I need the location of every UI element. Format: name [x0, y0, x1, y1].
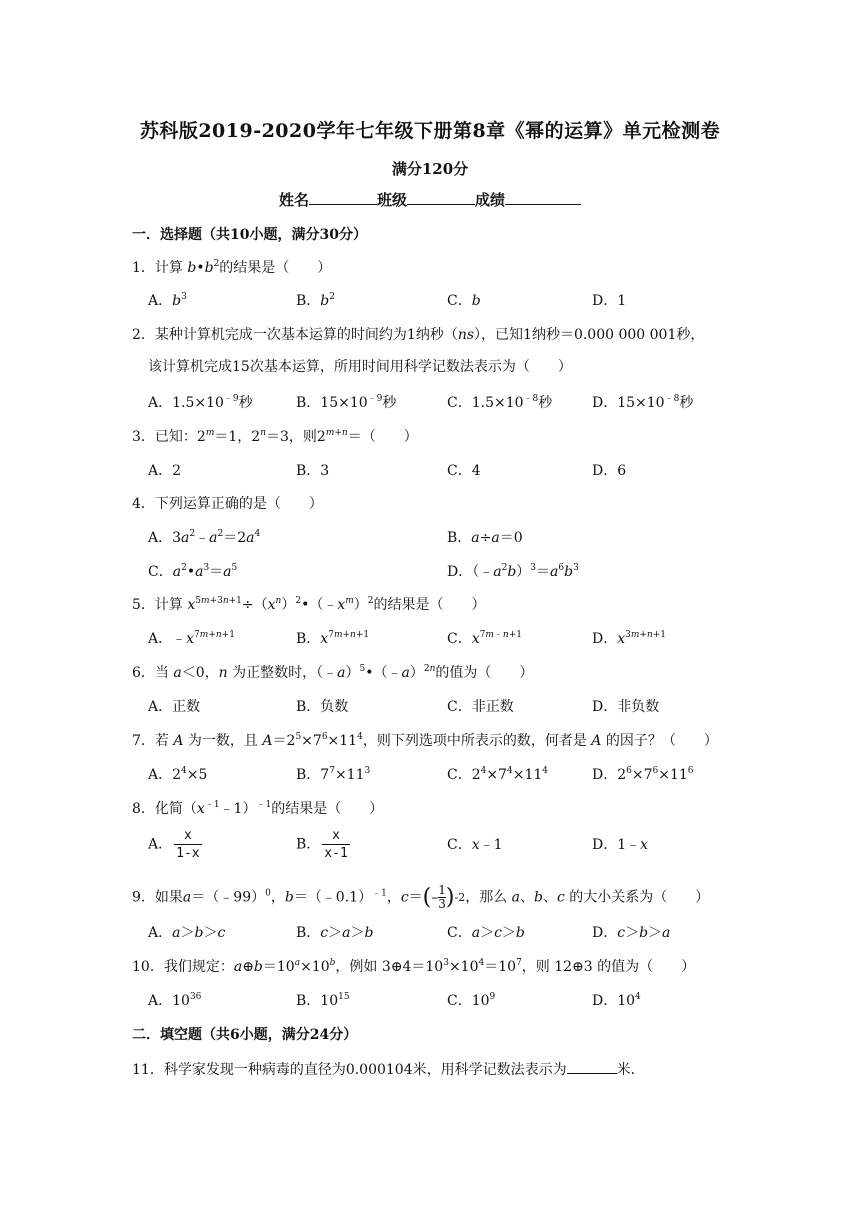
option-b[interactable]: B．$10^{15}$: [296, 992, 350, 1009]
option-b[interactable]: B．负数: [296, 699, 349, 715]
option-a[interactable]: A．$﹣x^{7m+n+1}$: [148, 630, 235, 647]
question-2-line-1: 2．某种计算机完成一次基本运算的时间约为1纳秒（ns），已知1纳秒＝0.000 000 001秒，: [132, 327, 705, 343]
option-a[interactable]: A．$1.5\times 10^{﹣9}$秒: [148, 394, 253, 411]
full-score: 满分120分: [391, 160, 469, 178]
option-a[interactable]: A．$b^3$: [148, 292, 187, 309]
score-label: 成绩: [475, 191, 506, 209]
option-d[interactable]: D．非负数: [592, 699, 660, 715]
question-8: 8．化简$(x^{﹣1}﹣1)^{﹣1}$的结果是（ ）: [132, 800, 384, 817]
option-c[interactable]: C．x﹣1: [447, 837, 503, 853]
option-c[interactable]: C．$a^2•a^3=a^5$: [148, 563, 238, 580]
option-a[interactable]: A．2: [148, 463, 182, 479]
question-9: 9．如果a＝（﹣99）$^0$，b＝（﹣0.1）$^{﹣1}$，c＝ ( – $\frac{1}{3}$ ) -2 ，那么 a、b、c 的大小关系为（ ）: [132, 883, 710, 911]
option-a[interactable]: A．正数: [148, 699, 201, 715]
class-label: 班级: [376, 191, 407, 209]
answer-blank[interactable]: [567, 1060, 617, 1074]
class-blank[interactable]: [407, 190, 475, 205]
option-b[interactable]: B．$b^2$: [296, 292, 335, 309]
option-d[interactable]: D．1: [592, 293, 627, 309]
option-d[interactable]: D．1﹣x: [592, 837, 649, 853]
option-c[interactable]: C．b: [447, 293, 481, 309]
fraction: $\frac{x}{1-x}$: [176, 828, 200, 861]
student-info-line: [0, 189, 860, 210]
option-b[interactable]: B．c＞a＞b: [296, 925, 374, 941]
option-a[interactable]: A．a＞b＞c: [148, 925, 226, 941]
option-a[interactable]: A．$10^{36}$: [148, 992, 202, 1009]
option-c[interactable]: C．a＞c＞b: [447, 925, 525, 941]
section-heading-choice: 一．选择题（共10小题，满分30分）: [132, 227, 367, 243]
section-heading-fill: 二．填空题（共6小题，满分24分）: [132, 1027, 358, 1043]
option-d[interactable]: D．$2^6\times 7^6\times 11^6$: [592, 766, 694, 783]
question-1: 1．计算 $b•b^2$的结果是（ ）: [132, 259, 332, 276]
question-11: 11．科学家发现一种病毒的直径为0.000104米，用科学记数法表示为 米．: [132, 1062, 645, 1078]
option-a[interactable]: A． $\frac{x}{1-x}$: [148, 828, 200, 861]
option-d[interactable]: D．c＞b＞a: [592, 925, 671, 941]
question-2-line-2: 该计算机完成15次基本运算，所用时间用科学记数法表示为（ ）: [148, 359, 572, 375]
option-d[interactable]: D．$(﹣a^2b)^3=a^6b^3$: [447, 563, 579, 580]
option-d[interactable]: D．$x^{3m+n+1}$: [592, 630, 667, 647]
option-b[interactable]: B． $\frac{x}{x-1}$: [296, 828, 348, 861]
option-c[interactable]: C．4: [447, 463, 481, 479]
question-10: 10．我们规定：$a\oplus b=10^a\times 10^b$，例如 $3\oplus 4=10^3\times 10^4=10^7$，则 12⊕3 的值为（ ）: [132, 958, 696, 975]
option-b[interactable]: B．$15\times 10^{﹣9}$秒: [296, 394, 397, 411]
fraction-power: ( – $\frac{1}{3}$ ) -2: [422, 883, 466, 911]
score-blank[interactable]: [505, 190, 581, 205]
question-3: 3．已知：$2^m=1$，$2^n=3$，则$2^{m+n}=$（ ）: [132, 428, 418, 445]
option-b[interactable]: B．$7^7\times 11^3$: [296, 766, 371, 783]
option-c[interactable]: C．$x^{7m﹣n+1}$: [447, 630, 522, 647]
option-d[interactable]: D．$15\times 10^{﹣8}$秒: [592, 394, 694, 411]
option-d[interactable]: D．6: [592, 463, 627, 479]
option-b[interactable]: B．3: [296, 463, 330, 479]
option-c[interactable]: C．$10^9$: [447, 992, 496, 1009]
question-7: 7．若 A 为一数，且 $A=2^5\times 7^6\times 11^4$，则下列选项中所表示的数，何者是 A 的因子？（ ）: [132, 732, 718, 749]
option-a[interactable]: A．$2^4\times 5$: [148, 766, 208, 783]
question-6: 6．当 a＜0，n 为正整数时，（﹣a）$^5$•（﹣a）$^{2n}$的值为（ ）: [132, 664, 534, 681]
option-c[interactable]: C．$1.5\times 10^{﹣8}$秒: [447, 394, 553, 411]
fraction: $\frac{x}{x-1}$: [324, 828, 348, 861]
name-label: 姓名: [278, 191, 309, 209]
question-5: 5．计算 $x^{5m+3n+1}\div(x^n)^2•(﹣x^m)^2$的结果是（ ）: [132, 596, 486, 613]
option-a[interactable]: A．$3a^2﹣a^2=2a^4$: [148, 529, 261, 546]
name-blank[interactable]: [309, 190, 377, 205]
option-c[interactable]: C．$2^4\times 7^4\times 11^4$: [447, 766, 549, 783]
option-d[interactable]: D．$10^4$: [592, 992, 641, 1009]
option-b[interactable]: B．a÷a＝0: [447, 530, 523, 546]
question-4: 4．下列运算正确的是（ ）: [132, 496, 323, 512]
option-c[interactable]: C．非正数: [447, 699, 514, 715]
option-b[interactable]: B．$x^{7m+n+1}$: [296, 630, 370, 647]
exam-title: 苏科版2019-2020学年七年级下册第8章《幂的运算》单元检测卷: [139, 120, 721, 142]
